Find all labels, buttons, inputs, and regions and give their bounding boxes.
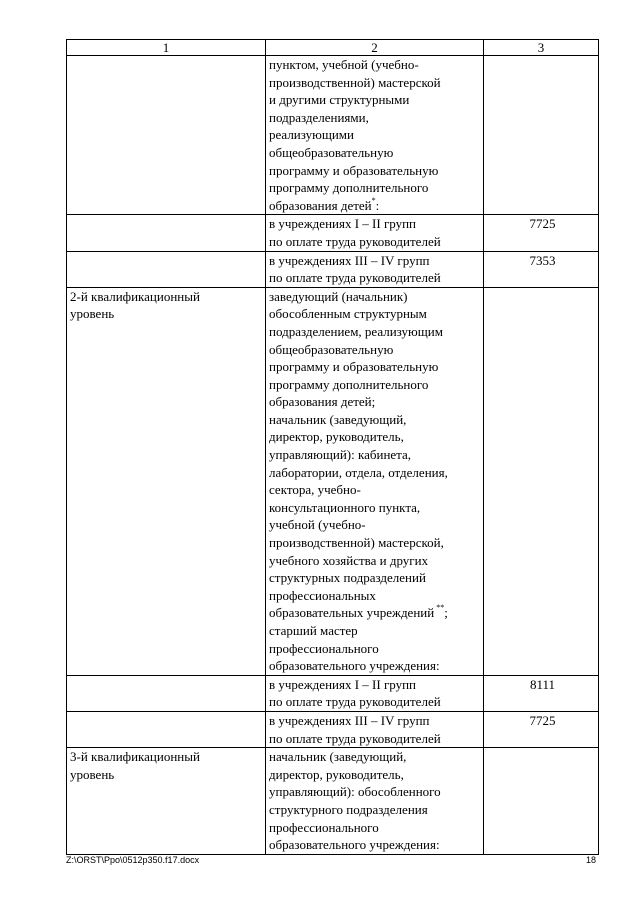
level-text: 2-й квалификационный уровень — [70, 288, 200, 322]
table-row — [67, 287, 599, 675]
position-cell — [266, 215, 484, 251]
table-row — [67, 711, 599, 747]
salary-cell: 8111 — [484, 675, 599, 711]
position-text: в учреждениях III – IV групп по оплате труда руководителей — [269, 252, 441, 286]
salary-cell — [484, 56, 599, 215]
salary-cell: 7725 — [484, 711, 599, 747]
level-cell — [67, 251, 266, 287]
salary-cell — [484, 748, 599, 855]
page-number: 18 — [585, 855, 596, 865]
footnote-mark: * — [371, 195, 376, 205]
table-row — [67, 748, 599, 855]
position-text-tail: ; старший мастер профессионального образовательного учреждения: — [269, 605, 448, 674]
position-cell — [266, 287, 484, 675]
level-cell — [67, 287, 266, 675]
salary-cell: 7725 — [484, 215, 599, 251]
footer-file-path: Z:\ORST\Ppo\0512p350.f17.docx — [66, 855, 200, 865]
level-text: 3-й квалификационный уровень — [70, 749, 200, 782]
position-text: в учреждениях III – IV групп по оплате труда руководителей — [269, 712, 441, 746]
salary-cell — [484, 287, 599, 675]
level-cell — [67, 675, 266, 711]
table-row — [67, 56, 599, 215]
level-cell — [67, 748, 266, 855]
salary-table — [66, 39, 599, 855]
position-text-main: пунктом, учебной (учебно- производственной) мастерской и другими структурными подразделениями, реализующими общеобразовательную программу и образовательную программу дополнительного образования детей — [269, 57, 441, 213]
header-cell-3: 3 — [484, 40, 599, 56]
position-text-tail: : — [375, 197, 380, 213]
table-row — [67, 251, 599, 287]
position-cell — [266, 711, 484, 747]
level-cell — [67, 711, 266, 747]
position-text — [269, 56, 483, 214]
position-cell — [266, 675, 484, 711]
level-cell — [67, 215, 266, 251]
position-cell — [266, 56, 484, 215]
table-header-row — [67, 40, 599, 56]
salary-cell: 7353 — [484, 251, 599, 287]
position-cell — [266, 251, 484, 287]
level-cell — [67, 56, 266, 215]
header-cell-1: 1 — [67, 40, 266, 56]
position-text — [269, 288, 483, 675]
position-text: в учреждениях I – II групп по оплате труда руководителей — [269, 216, 441, 249]
table-row — [67, 675, 599, 711]
footnote-mark: ** — [434, 603, 445, 613]
position-text: в учреждениях I – II групп по оплате труда руководителей — [269, 676, 441, 710]
position-text: начальник (заведующий, директор, руководитель, управляющий): обособленного структурного подразделения профессионального образовательного учреждения: — [269, 749, 441, 853]
position-cell — [266, 748, 484, 855]
header-cell-2: 2 — [266, 40, 484, 56]
table-row — [67, 215, 599, 251]
position-text-main: заведующий (начальник) обособленным структурным подразделением, реализующим общеобразовательную программу и образовательную программу дополнительного образования детей; начальник (заведующий, директор, руководитель, управляющий): кабинета, лаборатории, отдела, отделения, сектора, учебно- консультационного пункта, учебной (учебно- производственной) мастерской, учебного хозяйства и других структурных подразделений профессиональных образовательных учреждений — [269, 288, 448, 621]
